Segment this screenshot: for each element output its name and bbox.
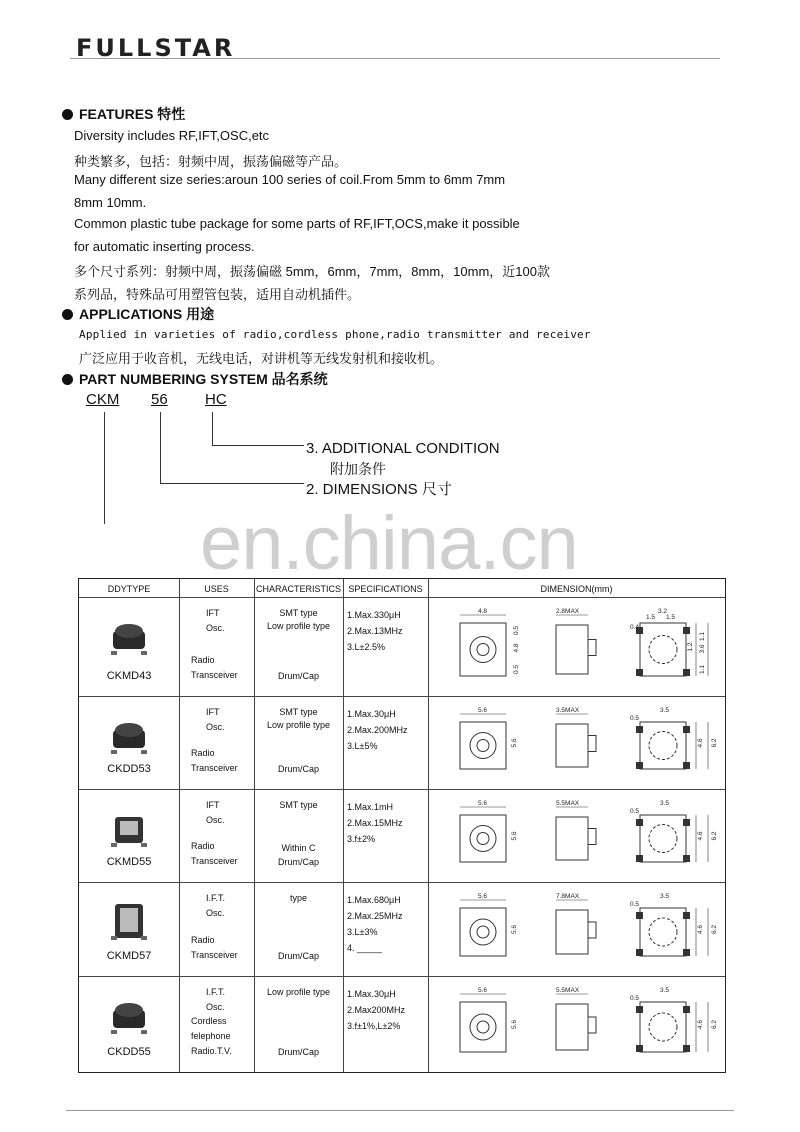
specification-item: 3.L±2.5% — [347, 642, 385, 652]
dimension-diagram — [434, 605, 722, 690]
uses-label: Osc. — [206, 623, 225, 633]
dimension-label: 5.6 — [511, 831, 518, 841]
characteristic-label: SMT type — [279, 800, 318, 810]
specification-item: 2.Max.13MHz — [347, 626, 403, 636]
connector-line — [212, 412, 213, 446]
dimension-label: 5.5MAX — [556, 987, 580, 994]
dimension-label: 0.5 — [630, 901, 640, 908]
dimension-label: 2.8MAX — [556, 608, 580, 615]
part-numbering-heading: PART NUMBERING SYSTEM 品名系统 — [62, 369, 328, 389]
spec-table — [78, 578, 726, 1073]
dimension-label: 5.6 — [478, 987, 488, 994]
connector-line — [160, 412, 161, 484]
specification-item: 3.L±3% — [347, 927, 378, 937]
characteristic-label: Low profile type — [266, 720, 331, 730]
dimension-drawing — [434, 797, 722, 876]
dimension-label: 4.8 — [513, 643, 520, 653]
dimension-label: 6.2 — [711, 831, 718, 841]
characteristic-label: type — [289, 893, 307, 903]
characteristic-label: Drum/Cap — [277, 764, 319, 774]
dimension-diagram — [434, 704, 722, 783]
characteristic-label: Low profile type — [266, 987, 331, 997]
dimension-label: 3.5 — [660, 893, 670, 900]
header-divider — [70, 58, 720, 59]
specification-item: 2.Max200MHz — [347, 1005, 406, 1015]
characteristic-label: SMT type — [279, 707, 318, 717]
specification-item: 3.f±1%,L±2% — [347, 1021, 401, 1031]
applications-line: Applied in varieties of radio,cordless phone,radio transmitter and receiver — [79, 328, 591, 341]
part-code-series: CKM — [86, 391, 120, 408]
features-heading: FEATURES 特性 — [62, 104, 185, 124]
dimension-label: 5.6 — [478, 893, 488, 900]
component-photo — [109, 716, 149, 765]
header-characteristics: CHARACTERISTICS — [255, 584, 341, 594]
dimension-label: 0.5 — [630, 715, 640, 722]
specification-item: 2.Max.25MHz — [347, 911, 403, 921]
uses-label: IFT — [206, 608, 220, 618]
applications-heading: APPLICATIONS 用途 — [62, 304, 214, 324]
dimension-label: 1.5 — [666, 614, 676, 621]
characteristic-label: Drum/Cap — [277, 1047, 319, 1057]
dimension-label: 0.5 — [630, 808, 640, 815]
uses-label: Osc. — [206, 908, 225, 918]
dimension-diagram — [434, 890, 722, 970]
dimension-label: 5.6 — [511, 738, 518, 748]
additional-condition-label: 3. ADDITIONAL CONDITION — [306, 440, 500, 457]
uses-label: Cordless — [191, 1016, 227, 1026]
uses-label: Radio — [191, 748, 215, 758]
specification-item: 2.Max.200MHz — [347, 725, 408, 735]
dimension-label: 0.5 — [630, 995, 640, 1002]
uses-label: Osc. — [206, 722, 225, 732]
uses-label: I.F.T. — [206, 893, 226, 903]
header-uses: USES — [204, 584, 229, 594]
specification-item: 1.Max.680μH — [347, 895, 401, 905]
uses-label: Radio — [191, 935, 215, 945]
dimension-label: 1.1 — [699, 664, 706, 674]
dimension-drawing — [434, 605, 722, 690]
bullet-icon — [62, 309, 73, 320]
uses-label: Radio.T.V. — [191, 1046, 232, 1056]
model-number: CKDD55 — [107, 1046, 151, 1058]
dimension-drawing — [434, 890, 722, 970]
dimension-label: 3.5 — [660, 800, 670, 807]
dimension-label: 4.6 — [697, 924, 704, 934]
uses-label: IFT — [206, 800, 220, 810]
header-ddytype: DDYTYPE — [107, 584, 151, 594]
component-photo — [109, 809, 149, 858]
dimension-label: 7.8MAX — [556, 893, 580, 900]
specification-item: 4. _____ — [347, 943, 383, 953]
features-line: Common plastic tube package for some parts of RF,IFT,OCS,make it possible — [74, 216, 520, 231]
specification-item: 3.f±2% — [347, 834, 375, 844]
bullet-icon — [62, 109, 73, 120]
characteristic-label: Drum/Cap — [277, 857, 319, 867]
company-logo: FULLSTAR — [76, 34, 236, 62]
dimension-diagram — [434, 984, 722, 1066]
dimension-label: 1.5 — [646, 614, 656, 621]
features-line: 种类繁多，包括：射频中周，振荡偏磁等产品。 — [74, 154, 348, 169]
dimension-label: 4.6 — [697, 1019, 704, 1029]
component-photo — [109, 617, 149, 666]
header-dimension: DIMENSION(mm) — [540, 584, 613, 594]
specification-item: 3.L±5% — [347, 741, 378, 751]
characteristic-label: Within C — [281, 843, 316, 853]
dimension-label: 5.6 — [511, 1019, 518, 1029]
dimension-label: 6.2 — [711, 924, 718, 934]
uses-label: Transceiver — [191, 950, 238, 960]
dimension-label: 3.5 — [660, 707, 670, 714]
uses-label: Transceiver — [191, 856, 238, 866]
dimension-label: 5.6 — [478, 800, 488, 807]
features-line: 8mm 10mm. — [74, 195, 147, 210]
dimension-label: 5.5MAX — [556, 800, 580, 807]
features-line: Diversity includes RF,IFT,OSC,etc — [74, 128, 270, 143]
specification-item: 1.Max.330μH — [347, 610, 401, 620]
dimension-label: 6.2 — [711, 738, 718, 748]
dimension-label: 5.6 — [511, 924, 518, 934]
dimension-drawing — [434, 984, 722, 1066]
component-photo — [109, 902, 149, 951]
uses-label: Osc. — [206, 1002, 225, 1012]
uses-label: I.F.T. — [206, 987, 226, 997]
specification-item: 2.Max.15MHz — [347, 818, 403, 828]
uses-label: Transceiver — [191, 763, 238, 773]
header-specifications: SPECIFICATIONS — [348, 584, 423, 594]
dimension-label: 6.2 — [711, 1019, 718, 1029]
uses-label: Radio — [191, 655, 215, 665]
dimension-label: 0.5 — [513, 664, 520, 674]
uses-label: Osc. — [206, 815, 225, 825]
model-number: CKMD43 — [106, 670, 152, 682]
part-code-condition: HC — [205, 391, 227, 408]
uses-label: Radio — [191, 841, 215, 851]
dimension-label: 3.5 — [660, 987, 670, 994]
bullet-icon — [62, 374, 73, 385]
features-line: 多个尺寸系列：射频中周，振荡偏磁 5mm，6mm，7mm，8mm，10mm，近100款 — [74, 264, 550, 279]
connector-line — [212, 445, 304, 446]
model-number: CKDD53 — [107, 763, 151, 775]
part-code-dimension: 56 — [151, 391, 168, 408]
characteristic-label: Low profile type — [266, 621, 331, 631]
uses-label: felephone — [191, 1031, 231, 1041]
features-line: Many different size series:aroun 100 series of coil.From 5mm to 6mm 7mm — [74, 172, 506, 187]
dimension-label: 1.1 — [699, 631, 706, 641]
dimension-diagram — [434, 797, 722, 876]
dimension-label: 3.5MAX — [556, 707, 580, 714]
uses-label: IFT — [206, 707, 220, 717]
specification-item: 1.Max.30μH — [347, 989, 396, 999]
characteristic-label: Drum/Cap — [277, 671, 319, 681]
footer-divider — [66, 1110, 734, 1111]
characteristic-label: SMT type — [279, 608, 318, 618]
model-number: CKMD55 — [106, 856, 152, 868]
dimension-label: 3.6 — [699, 644, 706, 654]
characteristic-label: Drum/Cap — [277, 951, 319, 961]
applications-line: 广泛应用于收音机，无线电话，对讲机等无线发射机和接收机。 — [79, 351, 444, 366]
dimension-label: 3.2 — [658, 608, 668, 615]
dimensions-label: 2. DIMENSIONS 尺寸 — [306, 481, 452, 498]
specification-item: 1.Max.1mH — [347, 802, 394, 812]
connector-line — [104, 412, 105, 524]
dimension-label: 4.6 — [697, 738, 704, 748]
dimension-label: 0.4 — [630, 624, 640, 631]
dimension-label: 0.5 — [513, 625, 520, 635]
uses-label: Transceiver — [191, 670, 238, 680]
watermark: en.china.cn — [200, 501, 578, 586]
dimension-label: 5.6 — [478, 707, 488, 714]
dimension-drawing — [434, 704, 722, 783]
dimension-label: 4.6 — [697, 831, 704, 841]
additional-condition-cn: 附加条件 — [330, 461, 386, 477]
dimension-label: 4.8 — [478, 608, 488, 615]
connector-line — [160, 483, 304, 484]
component-photo — [109, 996, 149, 1045]
dimension-label: 1.2 — [687, 642, 694, 652]
model-number: CKMD57 — [106, 950, 152, 962]
features-line: 系列品，特殊品可用塑管包装，适用自动机插件。 — [74, 287, 361, 302]
specification-item: 1.Max.30μH — [347, 709, 396, 719]
features-line: for automatic inserting process. — [74, 239, 255, 254]
